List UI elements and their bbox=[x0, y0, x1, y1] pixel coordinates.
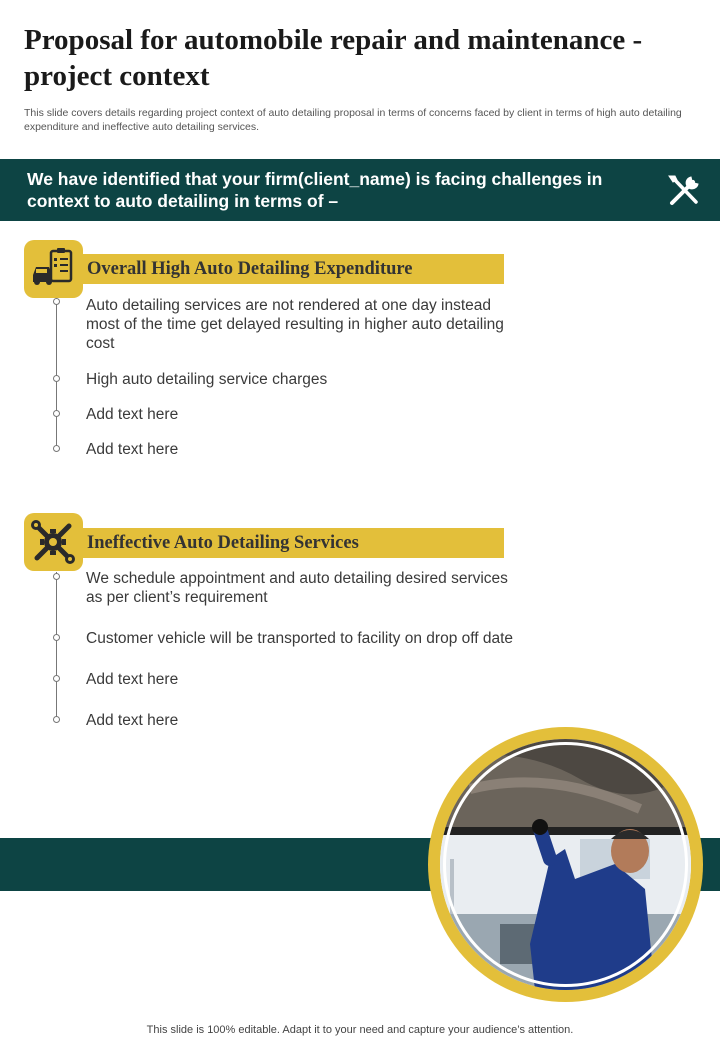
timeline-dot bbox=[53, 410, 60, 417]
page-title: Proposal for automobile repair and maintenance - project context bbox=[24, 24, 643, 92]
section-1-timeline bbox=[56, 298, 57, 448]
timeline-dot bbox=[53, 634, 60, 641]
section-2-heading: Ineffective Auto Detailing Services bbox=[87, 533, 359, 553]
car-checklist-icon bbox=[31, 247, 76, 291]
section-1-header bbox=[82, 254, 504, 284]
section-2-header bbox=[82, 528, 504, 558]
timeline-dot bbox=[53, 445, 60, 452]
mechanic-under-car-photo bbox=[440, 739, 691, 990]
section-1-item: Add text here bbox=[86, 406, 179, 423]
section-1-heading: Overall High Auto Detailing Expenditure bbox=[87, 259, 413, 279]
footer-note: This slide is 100% editable. Adapt it to your need and capture your audience’s attention. bbox=[146, 1024, 574, 1036]
timeline-dot bbox=[53, 573, 60, 580]
section-2-item: Add text here bbox=[86, 671, 179, 688]
section-1-item: High auto detailing service charges bbox=[86, 371, 328, 388]
section-2-timeline bbox=[56, 572, 57, 720]
timeline-dot bbox=[53, 716, 60, 723]
section-2-item: We schedule appointment and auto detailing desired services as per client’s requirement bbox=[86, 570, 508, 606]
page-subtitle: This slide covers details regarding project context of auto detailing proposal in terms of concerns faced by client in terms of high auto detailing expenditure and ineffective auto detailing services. bbox=[24, 107, 682, 133]
photo-frame bbox=[428, 727, 703, 1002]
section-1-item: Auto detailing services are not rendered at one day instead most of the time get delayed resulting in higher auto detailing cost bbox=[86, 297, 504, 352]
section-2-item: Add text here bbox=[86, 712, 179, 729]
gear-wrench-icon bbox=[31, 520, 76, 564]
section-2-item: Customer vehicle will be transported to facility on drop off date bbox=[86, 630, 514, 647]
tools-crossed-icon bbox=[664, 171, 704, 211]
timeline-dot bbox=[53, 675, 60, 682]
timeline-dot bbox=[53, 298, 60, 305]
timeline-dot bbox=[53, 375, 60, 382]
challenge-banner bbox=[0, 159, 720, 221]
section-1-icon-tile bbox=[24, 240, 83, 298]
banner-text: We have identified that your firm(client_name) is facing challenges in context to auto detailing in terms of – bbox=[27, 169, 603, 211]
section-2-icon-tile bbox=[24, 513, 83, 571]
section-1-item: Add text here bbox=[86, 441, 179, 458]
